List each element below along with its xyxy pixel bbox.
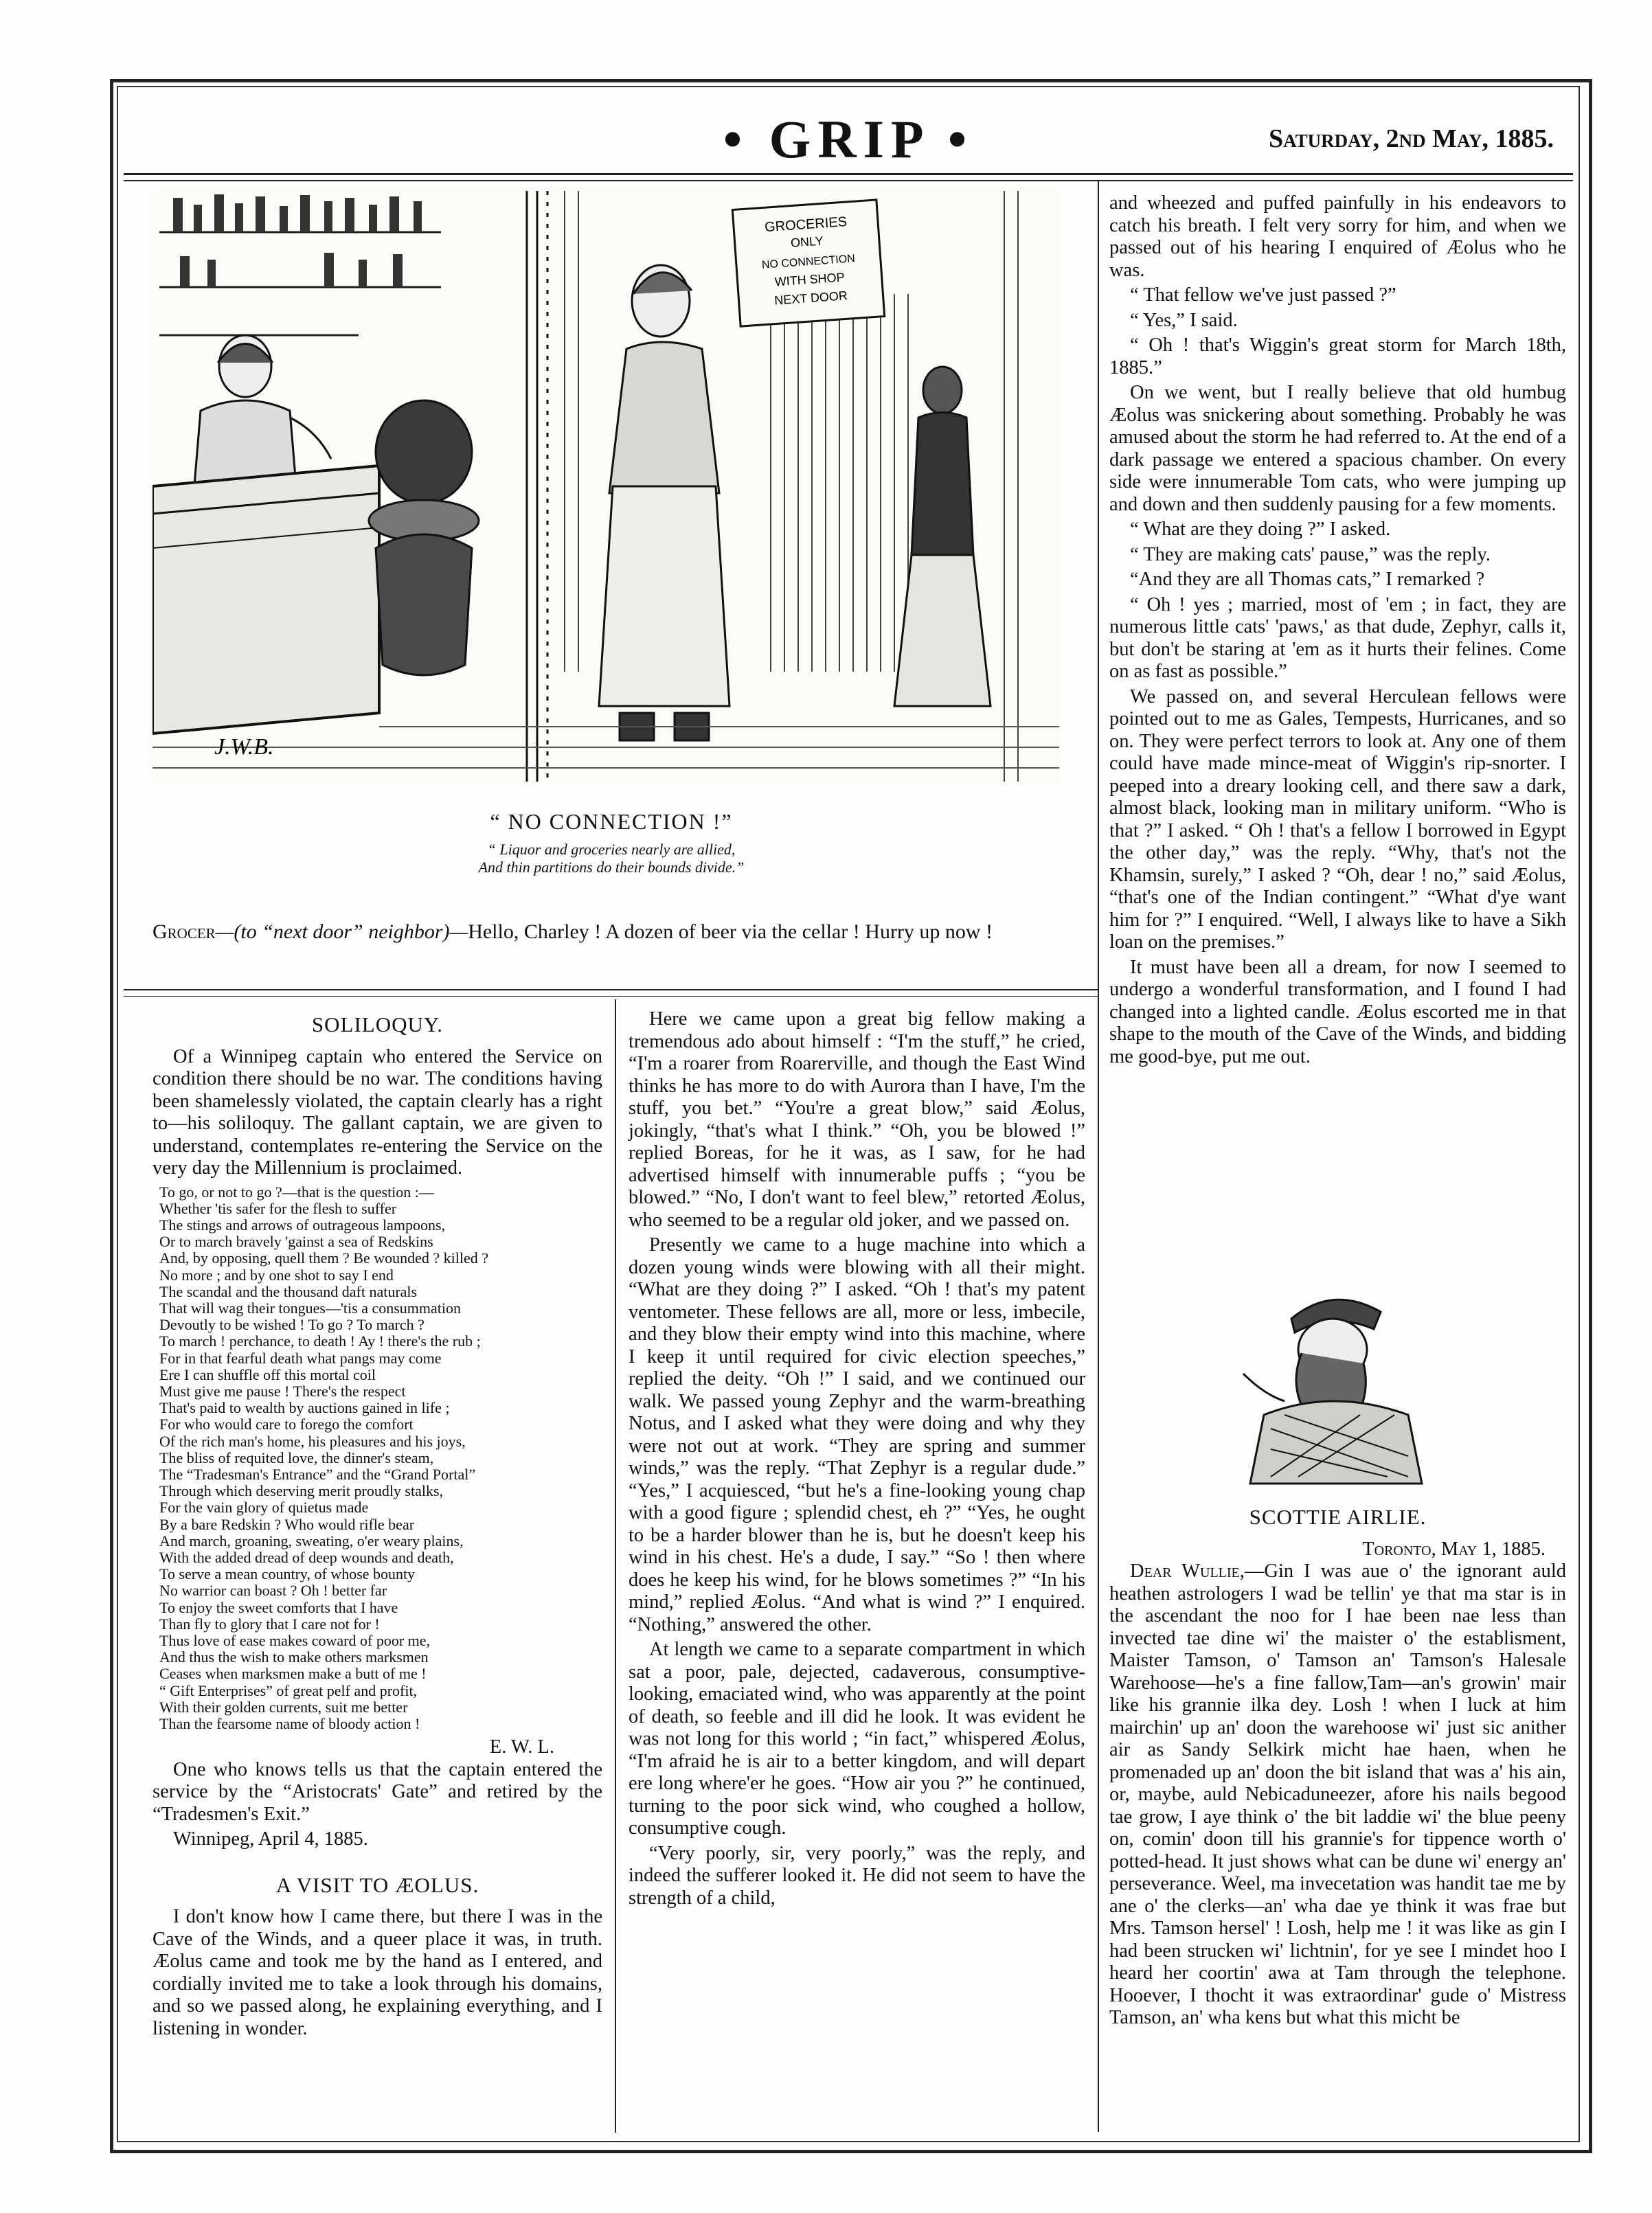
soliloquy-note: One who knows tells us that the captain entered the service by the “Aristocrats' Gate” and retired by the “Tradesmen's Exit.”	[152, 1758, 602, 1825]
sign-line-4: WITH SHOP	[774, 270, 846, 289]
dialog-line: Hello, Charley ! A dozen of beer via the cellar ! Hurry up now !	[468, 920, 993, 943]
verse-line: Ere I can shuffle off this mortal coil	[159, 1365, 376, 1383]
sign-line-2: ONLY	[790, 234, 824, 250]
verse-line: Ceases when marksmen make a butt of me !	[159, 1665, 427, 1683]
verse-line: That's paid to wealth by auctions gained in life ;	[159, 1399, 450, 1417]
verse-line: With the added dread of deep wounds and death,	[159, 1548, 454, 1566]
cartoon-bottom-rule-thin	[124, 996, 1098, 997]
verse-line: Must give me pause ! There's the respect	[159, 1382, 406, 1400]
verse-line: With their golden currents, suit me better	[159, 1698, 408, 1716]
column-1	[152, 1008, 602, 2043]
verse-line: The bliss of requited love, the dinner's steam,	[159, 1449, 434, 1466]
visit-paragraph: Presently we came to a huge machine into which a dozen young winds were blowing with all their might. “What are they doing ?” I asked. “Oh ! that's my patent ventometer. These fellows are all, more or less, imbecile, and they blow their empty wind into this machine, where I keep it until required for civic election speeches,” replied the deity. “Oh !” I said, and we continued our walk. We passed young Zephyr and the warm-breathing Notus, and I asked what they were doing and why they were not out at work. “They are spring and summer winds,” was the reply. “That Zephyr is a regular dude.” “Yes,” I acquiesced, “but he's a fine-looking young chap with a good figure ; splendid chest, eh ?” “Yes, he ought to be a harder blower than he is, but he doesn't keep his wind in his chest. He's a dude, I say.” “So ! then where does he keep his wind, for he blows sometimes ?” “In his mind,” replied Æolus. “And what is wind ?” I enquired. “Nothing,” answered the other.	[629, 1234, 1085, 1635]
visit-paragraph: It must have been all a dream, for now I seemed to undergo a wonderful transformation, and I found I had changed into a lighted candle. Æolus escorted me in that shape to the mouth of the Cave of the Winds, and bidding me good-bye, put me out.	[1109, 956, 1566, 1067]
sign-line-3: NO CONNECTION	[761, 253, 856, 271]
verse-line: To go, or not to go ?—that is the question :—	[159, 1183, 434, 1201]
verse-line: Through which deserving merit proudly stalks,	[159, 1482, 444, 1500]
visit-title: A VISIT TO ÆOLUS.	[275, 1872, 479, 1897]
cartoon-dialog	[152, 920, 1080, 944]
verse-line: Devoutly to be wished ! To go ? To march ?	[159, 1316, 425, 1334]
column-rule-left	[615, 999, 616, 2133]
column-3	[1109, 192, 1566, 1071]
verse-line: No warrior can boast ? Oh ! better far	[159, 1582, 387, 1600]
soliloquy-signature: E. W. L.	[489, 1736, 554, 1758]
artist-signature: J.W.B.	[214, 734, 274, 760]
verse-line: And march, groaning, sweating, o'er weary plains,	[159, 1532, 464, 1550]
visit-paragraph: On we went, but I really believe that old humbug Æolus was snickering about something. Probably he was amused about the storm he had referred to. At the end of a dark passage we entered a spacious chamber. On every side were innumerable Tom cats, who were jumping up and down and then suddenly pausing for a few moments.	[1109, 382, 1566, 515]
soliloquy-place: Winnipeg, April 4, 1885.	[173, 1828, 368, 1850]
verse-line: “ Gift Enterprises” of great pelf and profit,	[159, 1681, 418, 1699]
soliloquy-verse	[152, 1184, 602, 1733]
verse-line: To enjoy the sweet comforts that I have	[159, 1598, 398, 1616]
cartoon-verse-line: “ Liquor and groceries nearly are allied,	[487, 841, 736, 858]
bar-counter	[152, 466, 379, 734]
cartoon-verse	[137, 841, 1085, 876]
verse-line: The stings and arrows of outrageous lampoons,	[159, 1216, 446, 1234]
verse-line: Thus love of ease makes coward of poor me,	[159, 1631, 431, 1649]
verse-line: For the vain glory of quietus made	[159, 1499, 369, 1517]
visit-paragraph: “ They are making cats' pause,” was the reply.	[1130, 543, 1491, 565]
cartoon-verse-line: And thin partitions do their bounds divide.”	[478, 859, 745, 876]
cartoon-illustration	[152, 191, 1059, 782]
verse-line: To serve a mean country, of whose bounty	[159, 1565, 416, 1583]
verse-line: That will wag their tongues—'tis a consummation	[159, 1299, 462, 1317]
visit-paragraph: Here we came upon a great big fellow making a tremendous ado about himself : “I'm the stuff,” he cried, “I'm a roarer from Roarerville, and though the East Wind thinks he has more to do with Aurora than I have, I'm the stuff, you bet.” “You're a great blow,” said Æolus, jokingly, “that's what I think.” “Oh, you be blowed !” replied Boreas, for he it was, as I saw, for he had advertised himself with innumerable puffs ; “you be blowed.” “No, I don't want to feel blew,” retorted Æolus, who seemed to be a regular old joker, and we passed on.	[629, 1008, 1085, 1231]
verse-line: Of the rich man's home, his pleasures and his joys,	[159, 1432, 466, 1450]
verse-line: The scandal and the thousand daft naturals	[159, 1282, 418, 1300]
visit-paragraph: We passed on, and several Herculean fellows were pointed out to me as Gales, Tempests, Hurricanes, and so on. They were perfect terrors to look at. Any one of them could have made mince-meat of Wiggin's rip-snorter. I peeped into a dreary looking cell, and there saw a dark, almost black, looking man in military uniform. “Who is that ?” I asked. “ Oh ! that's a fellow I borrowed in Egypt the other day,” was the reply. “Why, that's not the Khamsin, surely,” I asked ? “Oh, dear ! no,” said Æolus, “that's one of the Indian contingent.” “What d'ye want him for ?” I enquired. “Well, I always like to have a Sikh loan on the premises.”	[1109, 685, 1566, 953]
scottie-title: SCOTTIE AIRLIE.	[1249, 1505, 1427, 1529]
visit-paragraph: “ Oh ! yes ; married, most of 'em ; in fact, they are numerous little cats' 'paws,' as that dude, Zephyr, calls it, but don't be staring at 'em as it hurts their felines. Come on as fast as possible.”	[1109, 593, 1566, 682]
header-rule	[124, 173, 1573, 175]
visit-paragraph: “ That fellow we've just passed ?”	[1130, 284, 1396, 306]
dialog-speaker: Grocer	[152, 920, 216, 943]
dialog-stage-direction: —(to “next door” neighbor)—	[215, 920, 468, 943]
verse-line: Whether 'tis safer for the flesh to suffer	[159, 1199, 397, 1217]
verse-line: Than fly to glory that I care not for !	[159, 1615, 380, 1633]
cartoon-title: “ NO CONNECTION !”	[490, 809, 733, 834]
visit-paragraph: and wheezed and puffed painfully in his endeavors to catch his breath. I felt very sorry for him, and when we passed out of his hearing I enquired of Æolus who he was.	[1109, 192, 1566, 281]
verse-line: To march ! perchance, to death ! Ay ! there's the rub ;	[159, 1332, 481, 1350]
cartoon-bottom-rule	[124, 989, 1098, 990]
verse-line: Or to march bravely 'gainst a sea of Redskins	[159, 1233, 433, 1251]
scottie-portrait-illustration	[1230, 1271, 1442, 1490]
verse-line: Than the fearsome name of bloody action !	[159, 1715, 420, 1732]
verse-line: No more ; and by one shot to say I end	[159, 1266, 394, 1284]
verse-line: And thus the wish to make others marksmen	[159, 1648, 429, 1666]
visit-paragraph: At length we came to a separate compartment in which sat a poor, pale, dejected, cadaverous, consumptive-looking, emaciated wind, who was apparently at the point of death, so feeble and ill did he look. It was evident he was not long for this world ; “in fact,” whispered Æolus, “I'm afraid he is air to a better kingdom, and will depart ere long where'er he goes. “How air you ?” he continued, turning to the poor sick wind, who coughed a hollow, consumptive cough.	[629, 1639, 1085, 1839]
verse-line: And, by opposing, quell them ? Be wounded ? killed ?	[159, 1249, 489, 1267]
visit-paragraph: “ Oh ! that's Wiggin's great storm for March 18th, 1885.”	[1109, 334, 1566, 378]
page-header	[124, 103, 1573, 179]
column-2	[629, 1008, 1085, 1912]
verse-line: For who would care to forego the comfort	[159, 1416, 414, 1433]
scottie-salutation: Dear Wullie,	[1130, 1561, 1245, 1582]
visit-paragraph: “ What are they doing ?” I asked.	[1130, 519, 1391, 540]
soliloquy-title: SOLILOQUY.	[311, 1012, 444, 1036]
scottie-body: —Gin I was aue o' the ignorant auld heathen astrologers I wad be tellin' ye that ma star is in the ascendant the noo for I hae been nae less than invected tae dine wi' the maister o' the establisment, Maister Tamson, o' Tamson an' Tamson's Halesale Warehoose—he's a fine fallow,Tam—an's growin' mair like his grannie ilka dey. Losh ! when I luck at him mairchin' up an' doon the warehoose wi' just sic anither air as Sandy Selkirk micht hae haen, when he promenaded up an' doon the bit island that was a' his ain, or, maybe, auld Nebicaduneezer, afore his nails begood tae grow, I aye think o' the bit laddie wi' the blue peeny on, comin' doon till his grannie's for tippence worth o' potted-head. It just shows what can be dune wi' energy an' perseverance. Weel, ma invecetation was handit tae me by ane o' the clerks—an' wha dae ye think it was frae but Mrs. Tamson hersel' ! Losh, help me ! it was like as gin I had been strucken wi' lichtnin', for ye see I mindet hoo I heard her coortin' awa at Tam through the telephone. Hooever, I thocht it was extraordinar' gude o' Mistress Tamson, an' wha kens but what this micht be	[1109, 1561, 1566, 2028]
issue-date: Saturday, 2nd May, 1885.	[1268, 124, 1554, 153]
sign-line-1: GROCERIES	[764, 214, 848, 236]
column-rule-right	[1098, 181, 1099, 2132]
groceries-sign	[732, 200, 884, 326]
scottie-section	[1109, 1501, 1566, 2032]
masthead: • GRIP •	[723, 109, 974, 169]
visit-paragraph: “ Yes,” I said.	[1130, 309, 1238, 331]
visit-paragraph: I don't know how I came there, but there I was in the Cave of the Winds, and a queer place it was, in truth. Æolus came and took me by the hand as I entered, and cordially invited me to take a look through his domains, and so we passed along, he explaining everything, and I listening in wonder.	[152, 1906, 602, 2039]
verse-line: The “Tradesman's Entrance” and the “Grand Portal”	[159, 1465, 476, 1483]
verse-line: By a bare Redskin ? Who would rifle bear	[159, 1515, 415, 1533]
soliloquy-intro: Of a Winnipeg captain who entered the Service on condition there should be no war. The conditions having been shamelessly violated, the captain clearly has a right to—his soliloquy. The gallant captain, we are given to understand, contemplates re-entering the Service on the very day the Millennium is proclaimed.	[152, 1045, 602, 1179]
visit-paragraph: “Very poorly, sir, very poorly,” was the reply, and indeed the sufferer looked it. He did not seem to have the strength of a child,	[629, 1842, 1085, 1909]
scottie-dateline: Toronto, May 1, 1885.	[1362, 1538, 1546, 1560]
sign-line-5: NEXT DOOR	[773, 288, 848, 308]
verse-line: For in that fearful death what pangs may come	[159, 1349, 442, 1367]
header-rule-thin	[124, 180, 1573, 181]
visit-paragraph: “And they are all Thomas cats,” I remarked ?	[1130, 569, 1485, 590]
